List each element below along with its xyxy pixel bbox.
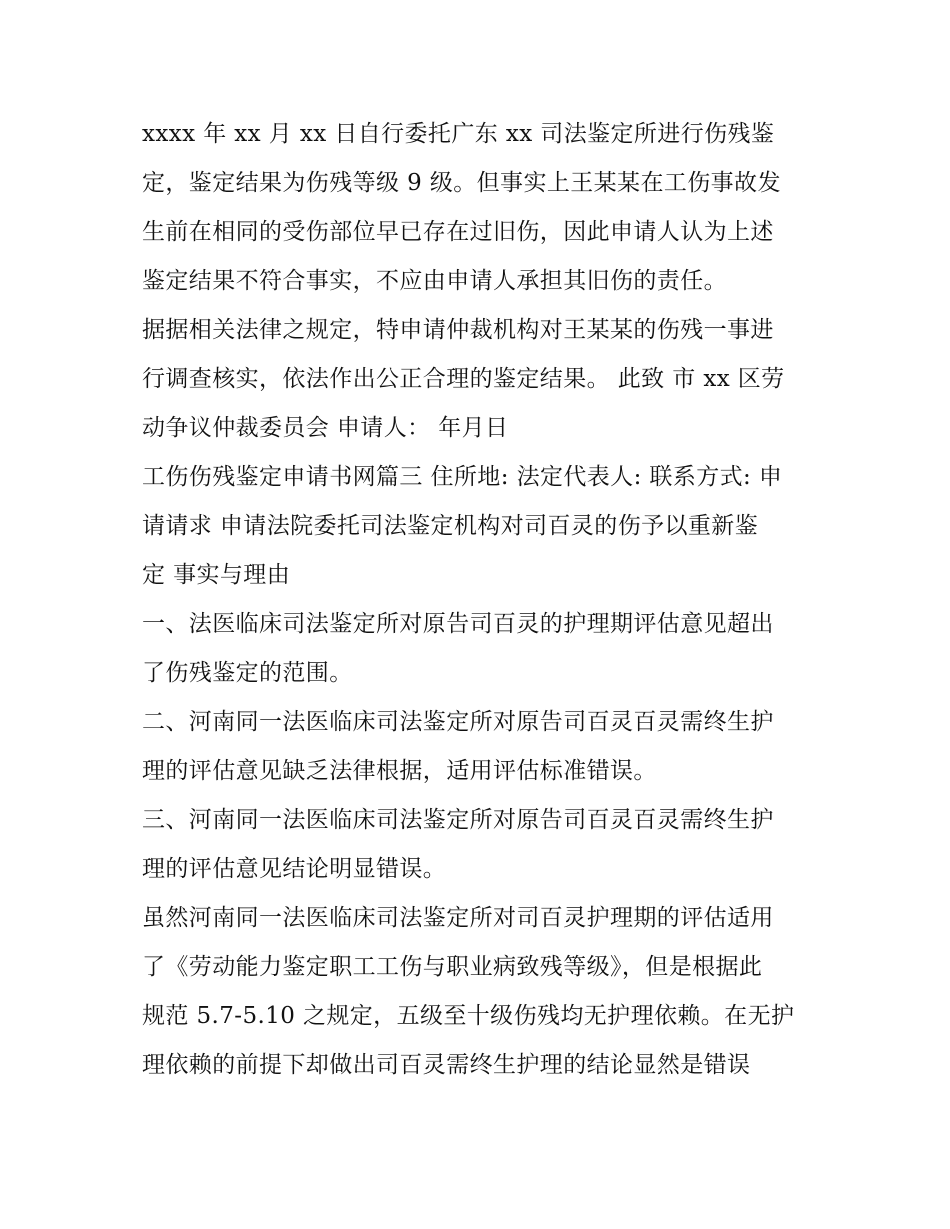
text-line: 请请求 申请法院委托司法鉴定机构对司百灵的伤予以重新鉴 (142, 513, 759, 539)
text-line: 鉴定结果不符合事实，不应由申请人承担其旧伤的责任。 (142, 268, 727, 294)
text-line: 生前在相同的受伤部位早已存在过旧伤，因此申请人认为上述 (142, 219, 774, 245)
text-line: 三、河南同一法医临床司法鉴定所对原告司百灵百灵需终生护 (142, 807, 774, 833)
text-line: 理依赖的前提下却做出司百灵需终生护理的结论显然是错误 (142, 1052, 751, 1078)
text-line: 动争议仲裁委员会 申请人： 年月日 (142, 415, 509, 441)
text-line: 虽然河南同一法医临床司法鉴定所对司百灵护理期的评估适用 (142, 905, 774, 931)
text-line: 二、河南同一法医临床司法鉴定所对原告司百灵百灵需终生护 (142, 709, 774, 735)
text-line: xxxx 年 xx 月 xx 日自行委托广东 xx 司法鉴定所进行伤残鉴 (142, 121, 775, 147)
text-line: 一、法医临床司法鉴定所对原告司百灵的护理期评估意见超出 (142, 611, 774, 637)
text-line: 规范 5.7-5.10 之规定，五级至十级伤残均无护理依赖。在无护 (142, 1003, 795, 1029)
text-line: 工伤伤残鉴定申请书网篇三 住所地: 法定代表人: 联系方式: 申 (142, 464, 783, 490)
text-line: 据据相关法律之规定，特申请仲裁机构对王某某的伤残一事进 (142, 317, 774, 343)
document-body (142, 110, 832, 1090)
text-line: 行调查核实，依法作出公正合理的鉴定结果。 此致 市 xx 区劳 (142, 366, 785, 392)
text-line: 了《劳动能力鉴定职工工伤与职业病致残等级》，但是根据此 (142, 954, 763, 980)
text-line: 了伤残鉴定的范围。 (142, 660, 353, 686)
text-line: 定，鉴定结果为伤残等级 9 级。但事实上王某某在工伤事故发 (142, 170, 781, 196)
text-line: 理的评估意见结论明显错误。 (142, 856, 447, 882)
text-line: 定 事实与理由 (142, 562, 291, 588)
text-line: 理的评估意见缺乏法律根据，适用评估标准错误。 (142, 758, 657, 784)
